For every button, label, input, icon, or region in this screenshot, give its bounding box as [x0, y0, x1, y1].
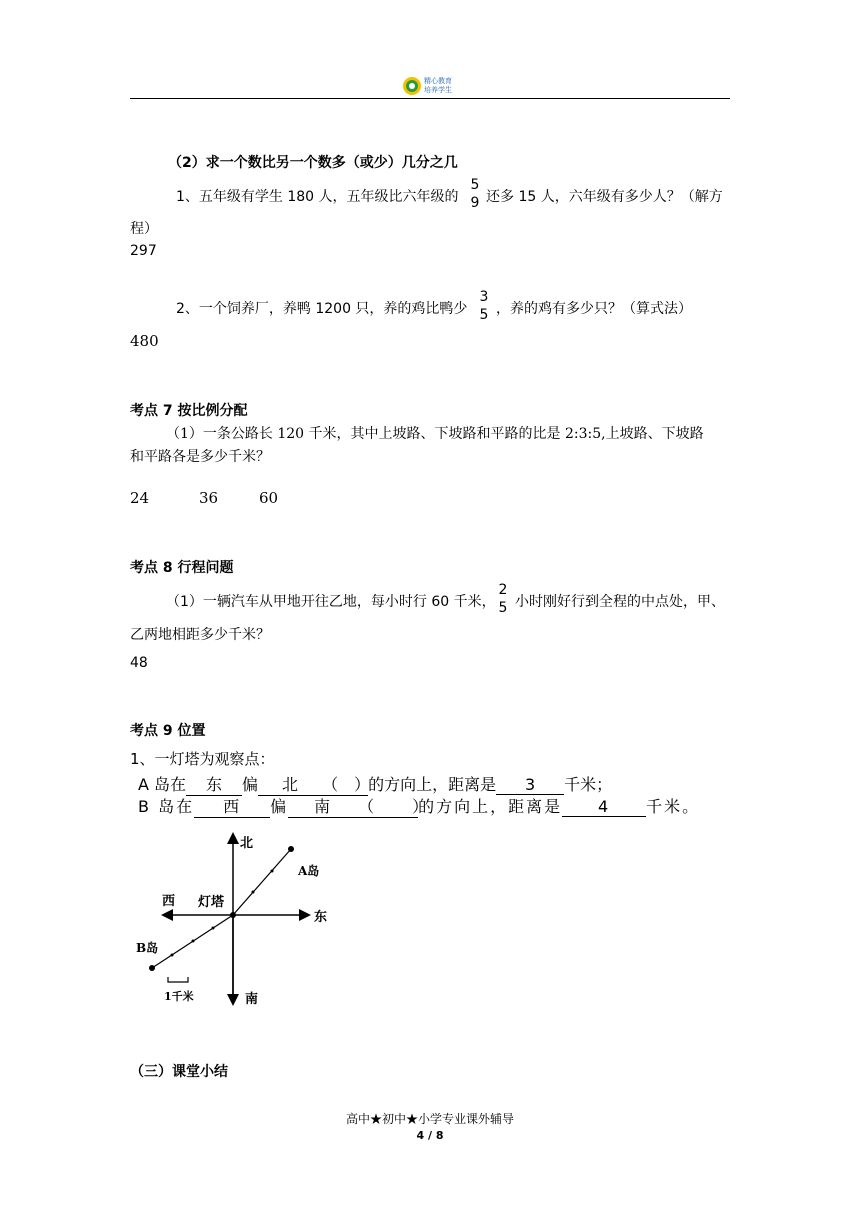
section-title-summary: （三）课堂小结 [130, 1064, 228, 1080]
sec7-answer-2: 36 [199, 489, 219, 507]
q2-text-a: 2、一个饲养厂，养鸭 1200 只，养的鸡比鸭少 [176, 301, 468, 317]
rowA-paren: （ ） [322, 772, 368, 796]
label-scale: 1千米 [164, 990, 194, 1003]
label-north: 北 [240, 836, 254, 851]
rowB-dir2: 南 [288, 794, 358, 818]
position-diagram [130, 825, 350, 1015]
lighthouse-point [230, 912, 236, 918]
section-title-7: 考点 7 按比例分配 [130, 403, 248, 419]
q1-fraction: 5 9 [470, 177, 480, 211]
q1-text-a: 1、五年级有学生 180 人，五年级比六年级的 [176, 189, 459, 205]
section-title-8: 考点 8 行程问题 [130, 560, 234, 576]
header-logo [402, 74, 464, 98]
logo-icon [402, 76, 422, 96]
line-to-a [233, 849, 291, 915]
rowA-dist: 3 [496, 775, 564, 795]
page-number: 4 / 8 [416, 1129, 444, 1142]
sec8-q1-line2: 乙两地相距多少千米？ [130, 627, 270, 643]
sec8-fraction: 2 5 [498, 582, 508, 616]
rowB-dir1: 西 [194, 794, 270, 818]
rowB-dist: 4 [562, 797, 646, 817]
q1-text-c: 程） [130, 221, 158, 237]
sec7-answer-3: 60 [259, 489, 279, 507]
island-a-point [288, 846, 294, 852]
q2-answer: 480 [130, 332, 159, 350]
label-south: 南 [245, 992, 259, 1007]
rowA-dir1: 东 [186, 772, 242, 796]
sec7-q1-line2: 和平路各是多少千米？ [130, 449, 270, 465]
sec7-answer-1: 24 [130, 489, 150, 507]
label-east: 东 [314, 910, 328, 925]
rowA-dir2: 北 [258, 772, 322, 796]
section-title-9: 考点 9 位置 [130, 723, 206, 739]
label-island-a: A岛 [298, 864, 320, 878]
scale-bar [168, 977, 188, 982]
q2-text-b: ，养的鸡有多少只？（算式法） [496, 301, 692, 317]
island-b-point [149, 965, 155, 971]
header-rule [130, 98, 730, 99]
sec8-q1-text-b: 小时刚好行到全程的中点处，甲、 [515, 594, 725, 610]
q1-answer: 297 [130, 243, 157, 259]
footer-slogan: 高中★初中★小学专业课外辅导 [345, 1112, 514, 1126]
label-island-b: B岛 [136, 941, 159, 955]
rowB-paren: （ ） [358, 794, 418, 818]
q1-text-b: 还多 15 人，六年级有多少人？（解方 [486, 189, 723, 205]
sec9-row-b: B 岛在 西 偏 南 （ ）的方向上，距离是 4 千米。 [138, 794, 700, 818]
sec8-answer: 48 [130, 655, 148, 671]
sec9-q1: 1、一灯塔为观察点： [130, 750, 275, 768]
label-lighthouse: 灯塔 [198, 895, 225, 910]
section-title-fraction: （2）求一个数比另一个数多（或少）几分之几 [168, 155, 458, 171]
logo-text-2: 培养学生 [424, 86, 452, 94]
logo-text-1: 精心教育 [424, 77, 452, 85]
label-west: 西 [162, 894, 176, 909]
sec7-q1-line1: （1）一条公路长 120 千米，其中上坡路、下坡路和平路的比是 2:3:5,上坡路、下坡路 [166, 426, 704, 442]
sec8-q1-text-a: （1）一辆汽车从甲地开往乙地，每小时行 60 千米， [166, 594, 496, 610]
sec9-row-a: A 岛在 东 偏 北 （ ）的方向上，距离是 3 千米； [138, 772, 612, 796]
q2-fraction: 3 5 [479, 289, 489, 323]
